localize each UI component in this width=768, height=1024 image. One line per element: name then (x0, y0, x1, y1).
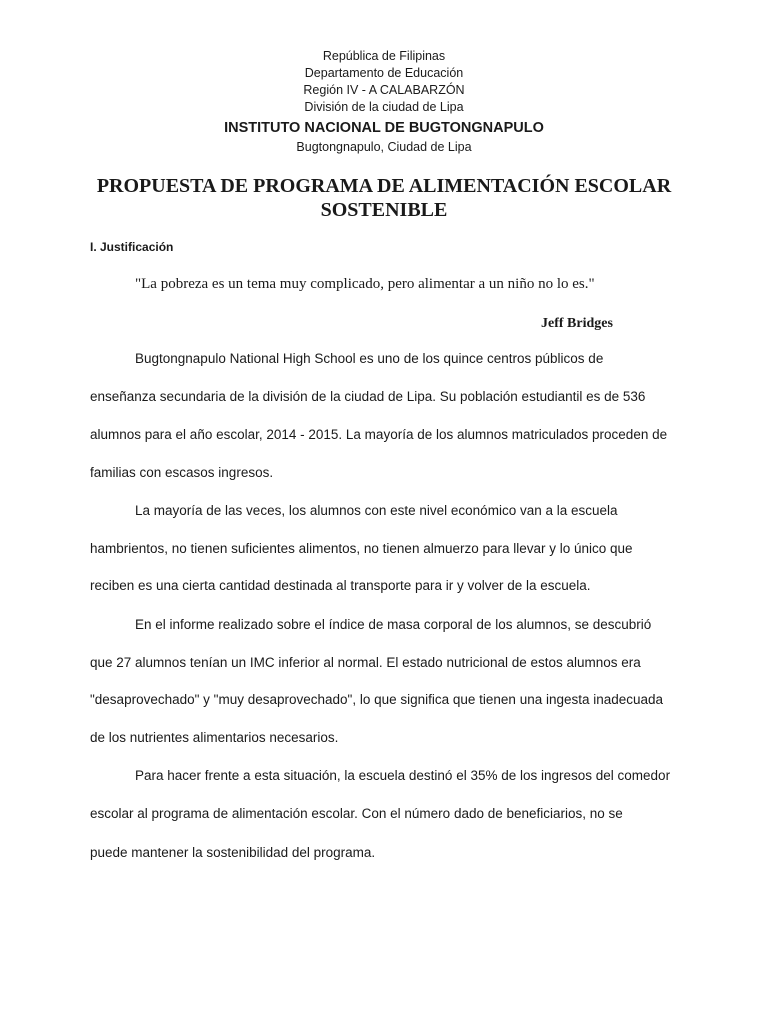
paragraph-2-line-2: hambrientos, no tienen suficientes alimentos, no tienen almuerzo para llevar y lo único que (90, 541, 633, 556)
quote-text: "La pobreza es un tema muy complicado, pero alimentar a un niño no lo es." (135, 276, 595, 292)
section-heading: I. Justificación (90, 240, 174, 254)
paragraph-1-line-4: familias con escasos ingresos. (90, 465, 274, 480)
paragraph-4-line-3: puede mantener la sostenibilidad del programa. (90, 845, 376, 860)
paragraph-3-line-3: "desaprovechado" y "muy desaprovechado", lo que significa que tienen una ingesta inadecuada (90, 692, 664, 707)
paragraph-2-line-1: La mayoría de las veces, los alumnos con este nivel económico van a la escuela (135, 503, 618, 518)
header-country: República de Filipinas (322, 49, 446, 63)
paragraph-3-line-2: que 27 alumnos tenían un IMC inferior al normal. El estado nutricional de estos alumnos era (90, 655, 641, 670)
paragraph-4-line-2: escolar al programa de alimentación escolar. Con el número dado de beneficiarios, no se (90, 806, 623, 821)
paragraph-1-line-1: Bugtongnapulo National High School es uno de los quince centros públicos de (135, 351, 604, 366)
header-division: División de la ciudad de Lipa (304, 100, 464, 114)
paragraph-3-line-1: En el informe realizado sobre el índice de masa corporal de los alumnos, se descubrió (135, 617, 652, 632)
paragraph-1-line-3: alumnos para el año escolar, 2014 - 2015. La mayoría de los alumnos matriculados proceden de (90, 427, 668, 442)
paragraph-2-line-3: reciben es una cierta cantidad destinada al transporte para ir y volver de la escuela. (90, 578, 591, 593)
header-department: Departamento de Educación (304, 66, 464, 80)
header-region: Región IV - A CALABARZÓN (303, 83, 465, 97)
header-location: Bugtongnapulo, Ciudad de Lipa (296, 140, 472, 154)
quote-author: Jeff Bridges (541, 316, 613, 331)
paragraph-1-line-2: enseñanza secundaria de la división de la ciudad de Lipa. Su población estudiantil es de 536 (90, 389, 646, 404)
paragraph-3-line-4: de los nutrientes alimentarios necesarios. (90, 730, 339, 745)
document-title-line-2: SOSTENIBLE (320, 199, 448, 221)
paragraph-4-line-1: Para hacer frente a esta situación, la escuela destinó el 35% de los ingresos del comedor (135, 768, 671, 783)
header-school: INSTITUTO NACIONAL DE BUGTONGNAPULO (224, 120, 544, 136)
document-title-line-1: PROPUESTA DE PROGRAMA DE ALIMENTACIÓN ESCOLAR (96, 175, 672, 197)
